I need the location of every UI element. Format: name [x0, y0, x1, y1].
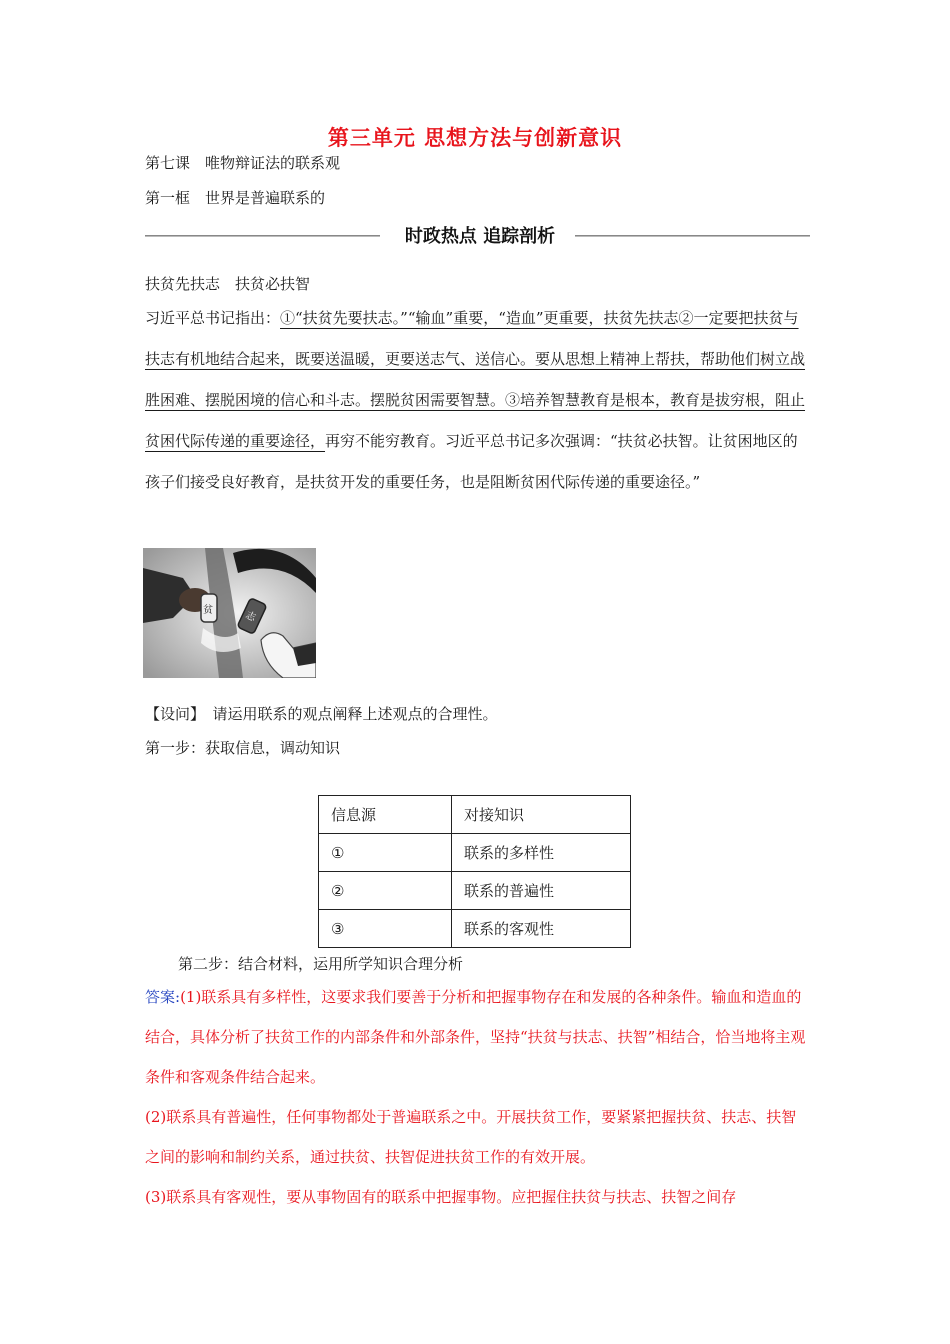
- table-row: [319, 910, 631, 948]
- banner-label: 时政热点 追踪剖析: [404, 226, 556, 247]
- banner-rule-right: [575, 235, 810, 236]
- step-one: 第一步：获取信息，调动知识: [145, 739, 341, 757]
- tag-left-text: 贫: [203, 605, 213, 616]
- table-row: [319, 872, 631, 910]
- table-cell: ①: [319, 834, 452, 872]
- table-row: [319, 834, 631, 872]
- table-cell: 联系的客观性: [452, 910, 631, 948]
- illustration-image: [143, 548, 316, 678]
- answer-text-3: (3)联系具有客观性，要从事物固有的联系中把握事物。应把握住扶贫与扶志、扶智之间存: [145, 1188, 737, 1206]
- illustration-drawing: [143, 548, 316, 678]
- answer-item-2: [145, 1097, 810, 1177]
- table-header-cell: 对接知识: [452, 796, 631, 834]
- table-header-row: [319, 796, 631, 834]
- answer-label: 答案:: [145, 988, 181, 1006]
- step-two: 第二步：结合材料，运用所学知识合理分析: [178, 955, 464, 973]
- answer-text-1: (1)联系具有多样性，这要求我们要善于分析和把握事物存在和发展的各种条件。输血和造血的结合，具体分析了扶贫工作的内部条件和外部条件，坚持“扶贫与扶志、扶智”相结合，恰当地将主观条件和客观条件结合起来。: [145, 988, 806, 1086]
- frame-heading: 第一框 世界是普遍联系的: [145, 189, 326, 207]
- answer-item-1: [145, 977, 810, 1097]
- banner-rule-left: [145, 235, 380, 236]
- info-table: [318, 795, 631, 948]
- section-banner: [145, 220, 810, 250]
- lesson-heading: 第七课 唯物辩证法的联系观: [145, 154, 341, 172]
- table-cell: 联系的普遍性: [452, 872, 631, 910]
- topic-heading: 扶贫先扶志 扶贫必扶智: [145, 275, 311, 293]
- answer-item-3: [145, 1177, 810, 1217]
- para-underline-2: ②一定要把扶贫与扶志有机地结合起来，既要送温暖，更要送志气、送信心。要从思想上精神上帮扶，帮助他们树立战胜困难、摆脱困境的信心和斗志。摆脱贫困需要智慧。③培养智慧教育是根本，教育是拔穷根，阻止贫困代际传递的重要途径，: [145, 309, 806, 450]
- para-underline-1: ①“扶贫先要扶志。”“输血”重要，“造血”更重要，扶贫先扶志: [280, 309, 679, 327]
- question: 【设问】 请运用联系的观点阐释上述观点的合理性。: [145, 705, 498, 723]
- table-cell: ③: [319, 910, 452, 948]
- answer-block: [145, 977, 810, 1217]
- table-cell: ②: [319, 872, 452, 910]
- answer-text-2: (2)联系具有普遍性，任何事物都处于普遍联系之中。开展扶贫工作，要紧紧把握扶贫、扶志、扶智之间的影响和制约关系，通过扶贫、扶智促进扶贫工作的有效开展。: [145, 1108, 797, 1166]
- table-cell: 联系的多样性: [452, 834, 631, 872]
- material-paragraph: [145, 298, 810, 503]
- tag-right-text: 志: [243, 609, 258, 625]
- unit-title: 第三单元 思想方法与创新意识: [327, 125, 623, 150]
- para-tail: 再穷不能穷教育。习近平总书记多次强调：“扶贫必扶智。让贫困地区的孩子们接受良好教育，是扶贫开发的重要任务，也是阻断贫困代际传递的重要途径。”: [145, 432, 798, 491]
- table-header-cell: 信息源: [319, 796, 452, 834]
- para-lead: 习近平总书记指出：: [145, 309, 281, 327]
